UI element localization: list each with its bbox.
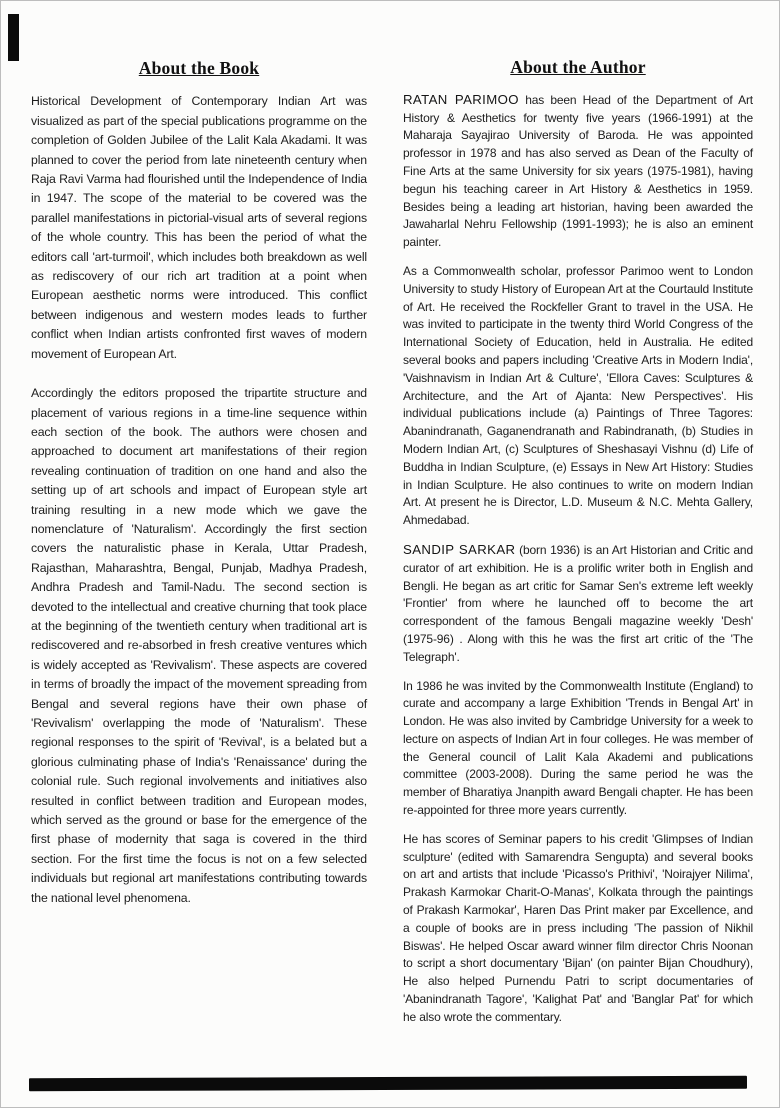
book-paragraph-1: Historical Development of Contemporary Indian Art was visualized as part of the special publications programme on the completion of Golden Jubilee of the Lalit Kala Akadami. It was planned to cover the period from late nineteenth century when Raja Ravi Varma had flourished until the Independence of India in 1947. The scope of the material to be covered was the parallel manifestations in pictorial-visual arts of several regions of the whole country. This has been the period of what the editors call 'art-turmoil', which includes both breakdown as well as rediscovery of our rich art tradition at a point when European aesthetic norms were introduced. This conflict between indigenous and western modes leads to further conflict when Indian artists confronted first waves of modern movement of European Art. (31, 94, 367, 361)
author-paragraph-1-text: has been Head of the Department of Art History & Aesthetics for twenty five years (1966-1991) at the Maharaja Sayajirao University of Baroda. He was appointed professor in 1978 and has also served as Dean of the Faculty of Fine Arts at the same University for six years (1975-1981), having begun his teaching career in Art History & Aesthetics in 1959. Besides being a leading art historian, having been awarded the Jawaharlal Nehru Fellowship (1991-1993); he is also an eminent painter. (403, 92, 753, 250)
author-paragraph-3 (403, 541, 753, 667)
author-paragraph-2-text: As a Commonwealth scholar, professor Parimoo went to London University to study History of European Art at the Courtauld Institute of Art. He received the Rockfeller Grant to travel in the USA. He was invited to participate in the twenty third World Congress of the International Society of Education, held in Australia. He edited several books and papers including 'Creative Arts in Modern India', 'Vaishnavism in Indian Art & Culture', 'Ellora Caves: Sculptures & Architecture, and the Art of Ajanta: New Perspectives'. His individual publications include (a) Paintings of Three Tagores: Abanindranath, Gaganendranath and Rabindranath, (b) Studies in Modern Indian Art, (c) Sculptures of Sheshasayi Vishnu (d) Life of Buddha in Indian Sculpture, (e) Essays in New Art History: Studies in Indian Sculpture. He also continues to write on modern Indian Art. At present he is Director, L.D. Museum & N.C. Mehta Gallery, Ahmedabad. (403, 263, 753, 528)
book-paragraph-2: Accordingly the editors proposed the tripartite structure and placement of various regions in a time-line sequence within each section of the book. The authors were chosen and approached to document art manifestations of their region revealing continuation of tradition on one hand and also the setting up of art schools and impact of European style art training resulting in a new mode which we gave the nomenclature of 'Naturalism'. Accordingly the first section covers the naturalistic phase in Kerala, Uttar Pradesh, Rajasthan, Maharashtra, Bengal, Punjab, Madhya Pradesh, Andhra Pradesh and Tamil-Nadu. The second section is devoted to the intellectual and creative churning that took place at the beginning of the twentieth century when traditional art is rediscovered and re-absorbed in fresh creative ventures which is widely accepted as 'Revivalism'. These aspects are covered in terms of broadly the impact of the movement spreading from Bengal and several regions have their own phase of 'Revivalism' overlapping the mode of 'Naturalism'. These regional responses to the spirit of 'Revival', is a belated but a glorious culminating phase of India's 'Renaissance' during the colonial rule. Such regional involvements and initiatives also resulted in conflict between tradition and European modes, which served as the ground or base for the emergence of the first phase of modernity that saga is covered in the third section. For the first time the focus is not on a few selected individuals but regional art manifestations contributing towards the national level phenomena. (31, 386, 367, 905)
author-paragraph-4-text: In 1986 he was invited by the Commonwealth Institute (England) to curate and accompany a large Exhibition 'Trends in Bengal Art' in London. He was also invited by Cambridge University for a week to lecture on aspects of Indian Art in four colleges. He was member of the General council of Lalit Kala Akademi and publications committee (2003-2008). During the same period he was the member of Bharatiya Jnanpith award Bengali chapter. He has been re-appointed for three more years currently. (403, 678, 753, 818)
author-paragraph-4 (403, 678, 753, 820)
author-name-sandip-sarkar: SANDIP SARKAR (403, 541, 516, 557)
author-name-ratan-parimoo: RATAN PARIMOO (403, 91, 519, 107)
about-the-book-column (31, 59, 367, 1038)
author-paragraph-3-text: (born 1936) is an Art Historian and Critic and curator of art exhibition. He is a prolific writer both in English and Bengli. He began as art critic for Samar Sen's extreme left weekly 'Frontier' from where he launched off to become the art correspondent of the famous Bengali magazine weekly 'Desh' (1975-96) . Along with this he was the first art critic of the 'The Telegraph'. (403, 542, 753, 664)
scan-artifact-left (8, 14, 19, 61)
author-paragraph-2 (403, 263, 753, 530)
about-author-heading: About the Author (510, 57, 646, 77)
about-book-heading: About the Book (138, 58, 260, 78)
about-the-author-column (403, 59, 753, 1038)
scan-artifact-bottom (29, 1076, 747, 1092)
two-column-layout (1, 1, 779, 1038)
author-paragraph-5 (403, 831, 753, 1027)
author-paragraph-5-text: He has scores of Seminar papers to his credit 'Glimpses of Indian sculpture' (edited with Samarendra Sengupta) and several books on art and artists that include 'Picasso's Prithivi', 'Noirajyer Nilima', Prakash Karmokar Charit-O-Manas', Kolkata through the paintings of Prakash Karmokar', Haren Das Print maker par Excellence, and a couple of books are in press including 'The passion of Nikhil Biswas'. He helped Oscar award winner film director Chris Noonan to script a short documentary 'Bijan' (on painter Bijan Choudhury), He also helped Purnendu Patri to script documentaries of 'Abanindranath Tagore', 'Kalighat Pat' and 'Banglar Pat' for which he also wrote the commentary. (403, 831, 753, 1024)
author-paragraph-1 (403, 91, 753, 252)
